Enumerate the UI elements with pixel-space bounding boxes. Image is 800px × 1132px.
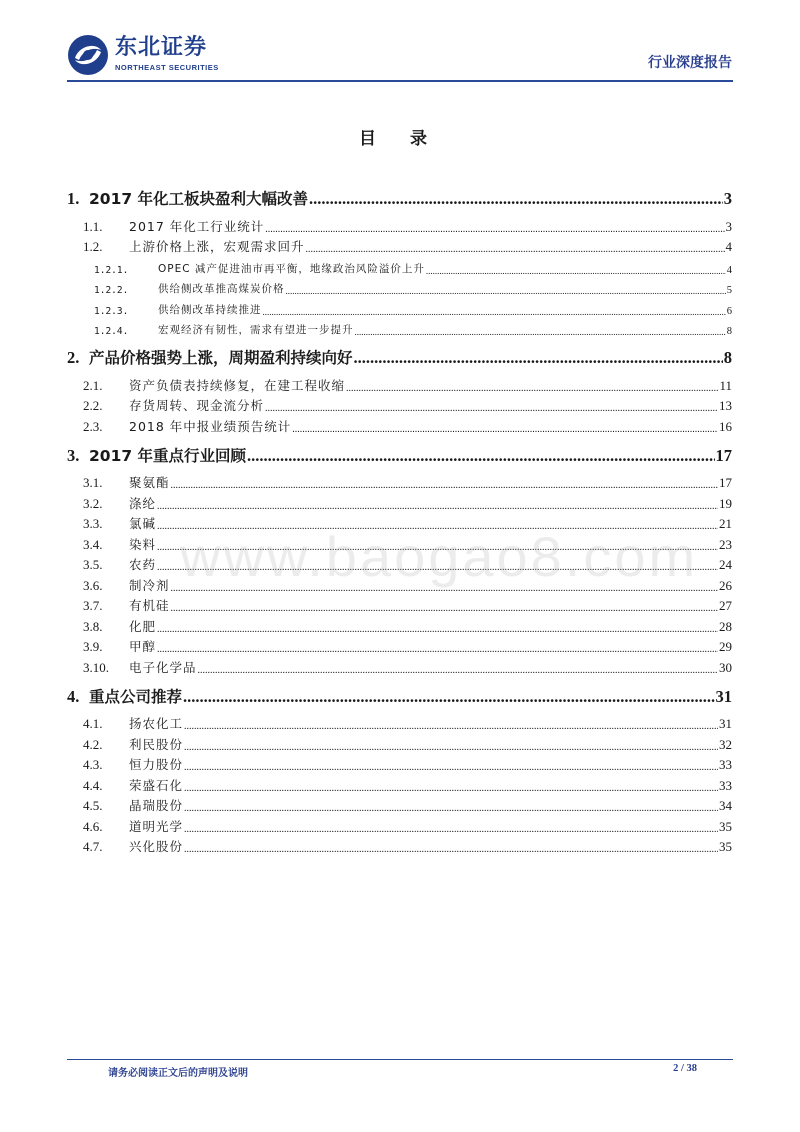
toc-dot-leader xyxy=(265,403,718,414)
toc-entry[interactable] xyxy=(67,471,732,492)
toc-entry[interactable] xyxy=(67,712,732,733)
toc-dot-leader xyxy=(184,783,718,794)
toc-entry[interactable] xyxy=(67,394,732,415)
toc-entry-number: 3. xyxy=(67,445,80,465)
toc-entry-page: 31 xyxy=(715,686,732,706)
toc-entry-title: 宏观经济有韧性，需求有望进一步提升 xyxy=(158,324,354,336)
toc-entry[interactable] xyxy=(67,276,732,297)
toc-entry-page: 29 xyxy=(719,639,732,654)
toc-entry[interactable] xyxy=(67,814,732,835)
toc-entry-title: 2018 年中报业绩预告统计 xyxy=(129,418,292,434)
toc-entry-title: 利民股份 xyxy=(129,736,184,752)
toc-entry-page: 17 xyxy=(715,445,732,465)
toc-entry-page: 26 xyxy=(719,577,732,593)
toc-entry-number: 1.2. xyxy=(83,239,103,254)
toc-dot-leader xyxy=(292,424,718,435)
toc-dot-leader xyxy=(171,480,718,491)
toc-dot-leader xyxy=(263,307,726,317)
toc-dot-leader xyxy=(198,665,718,676)
toc-dot-leader xyxy=(306,244,725,255)
toc-entry-page: 31 xyxy=(719,716,732,731)
toc-entry-title: 存货周转、现金流分析 xyxy=(129,398,265,413)
toc-dot-leader xyxy=(265,224,724,235)
toc-dot-leader xyxy=(184,762,718,773)
toc-dot-leader xyxy=(184,742,718,753)
toc-entry[interactable] xyxy=(67,255,732,276)
toc-dot-leader xyxy=(183,687,714,707)
toc-entry-number: 3.2. xyxy=(83,495,103,511)
toc-entry[interactable] xyxy=(67,794,732,815)
toc-dot-leader xyxy=(184,824,718,835)
toc-entry-number: 3.4. xyxy=(83,536,103,552)
toc-entry-page: 4 xyxy=(726,264,732,276)
toc-entry-title: 农药 xyxy=(129,557,157,572)
toc-entry[interactable] xyxy=(67,684,732,707)
toc-entry-page: 3 xyxy=(725,218,732,234)
toc-dot-leader xyxy=(157,501,718,512)
toc-entry-number: 3.5. xyxy=(83,557,103,572)
toc-entry-page: 33 xyxy=(719,777,732,793)
toc-entry-page: 28 xyxy=(719,618,732,634)
toc-heading: 目 录 xyxy=(359,129,441,149)
toc-entry-number: 4.1. xyxy=(83,716,103,731)
toc-entry-page: 17 xyxy=(719,475,732,490)
toc-entry-page: 8 xyxy=(723,348,732,367)
toc-entry-number: 3.3. xyxy=(83,516,103,531)
toc-entry[interactable] xyxy=(67,373,732,394)
page-header xyxy=(0,0,800,84)
toc-entry-title: 恒力股份 xyxy=(129,757,184,772)
toc-entry[interactable] xyxy=(67,317,732,338)
toc-entry-title: 2017 年化工行业统计 xyxy=(129,218,265,234)
toc-entry[interactable] xyxy=(67,345,732,368)
toc-entry[interactable] xyxy=(67,635,732,656)
toc-entry[interactable] xyxy=(67,186,732,209)
toc-entry-page: 35 xyxy=(719,818,732,834)
toc-entry-number: 3.8. xyxy=(83,618,103,634)
toc-entry-page: 13 xyxy=(719,398,732,413)
toc-dot-leader xyxy=(309,189,723,209)
logo-chinese-name: 东北证券 xyxy=(115,35,208,60)
toc-entry-number: 1.2.2. xyxy=(94,285,129,296)
toc-entry-page: 8 xyxy=(726,326,732,337)
toc-entry-page: 16 xyxy=(719,418,732,434)
toc-entry[interactable] xyxy=(67,235,732,256)
toc-entry-title: 荣盛石化 xyxy=(129,777,184,793)
toc-entry[interactable] xyxy=(67,296,732,317)
toc-entry-number: 2. xyxy=(67,348,80,367)
toc-entry-number: 4.4. xyxy=(83,777,103,793)
toc-entry-title: 供给侧改革持续推进 xyxy=(158,303,262,316)
toc-entry-page: 5 xyxy=(726,285,732,296)
toc-entry-number: 3.7. xyxy=(83,598,103,613)
toc-entry-page: 33 xyxy=(719,757,732,772)
disclaimer-note: 请务必阅读正文后的声明及说明 xyxy=(108,1068,248,1079)
toc-entry-title: 涤纶 xyxy=(129,495,157,511)
toc-entry-number: 4. xyxy=(67,686,80,706)
toc-entry-title: 聚氨酯 xyxy=(129,475,170,490)
toc-dot-leader xyxy=(286,286,726,296)
toc-entry-title: 化肥 xyxy=(129,618,157,634)
toc-entry-page: 19 xyxy=(719,495,732,511)
toc-entry[interactable] xyxy=(67,753,732,774)
toc-entry[interactable] xyxy=(67,835,732,856)
toc-entry[interactable] xyxy=(67,655,732,676)
toc-entry-number: 4.3. xyxy=(83,757,103,772)
toc-dot-leader xyxy=(157,624,718,635)
toc-entry-number: 1.2.1. xyxy=(94,264,129,276)
toc-entry-title: 产品价格强势上涨，周期盈利持续向好 xyxy=(89,349,353,367)
northeast-securities-logo-icon xyxy=(67,34,109,76)
watermark: www.baogao8.com xyxy=(180,525,699,588)
toc-entry-page: 24 xyxy=(719,557,732,572)
toc-entry-number: 3.9. xyxy=(83,639,103,654)
toc-dot-leader xyxy=(184,844,718,855)
toc-entry[interactable] xyxy=(67,773,732,794)
toc-entry-page: 23 xyxy=(719,536,732,552)
toc-entry-number: 4.5. xyxy=(83,798,103,813)
toc-entry[interactable] xyxy=(67,732,732,753)
toc-entry-page: 3 xyxy=(723,189,732,208)
page-number: 2 / 38 xyxy=(673,1063,697,1074)
toc-dot-leader xyxy=(346,383,718,394)
toc-entry-title: 染料 xyxy=(129,536,157,552)
toc-entry[interactable] xyxy=(67,614,732,635)
toc-entry-page: 11 xyxy=(719,377,732,393)
logo-english-name: NORTHEAST SECURITIES xyxy=(115,63,219,72)
toc-dot-leader xyxy=(157,644,718,655)
toc-entry-number: 3.6. xyxy=(83,577,103,593)
toc-dot-leader xyxy=(247,446,714,466)
toc-entry-title: 制冷剂 xyxy=(129,577,170,593)
toc-entry-number: 3.10. xyxy=(83,659,109,675)
toc-entry-number: 1.2.4. xyxy=(94,326,129,337)
toc-entry-page: 6 xyxy=(726,305,732,317)
toc-dot-leader xyxy=(355,327,726,337)
toc-entry-number: 4.2. xyxy=(83,736,103,752)
toc-entry-number: 4.6. xyxy=(83,818,103,834)
toc-entry-title: 上游价格上涨，宏观需求回升 xyxy=(129,239,305,254)
toc-entry-title: 有机硅 xyxy=(129,598,170,613)
toc-entry-title: 甲醇 xyxy=(129,639,157,654)
toc-dot-leader xyxy=(171,603,718,614)
toc-entry[interactable] xyxy=(67,594,732,615)
toc-entry[interactable] xyxy=(67,491,732,512)
toc-entry-title: 兴化股份 xyxy=(129,839,184,854)
table-of-contents xyxy=(67,176,732,855)
toc-entry-number: 1.1. xyxy=(83,218,103,234)
toc-entry-number: 1.2.3. xyxy=(94,305,129,317)
toc-entry-title: 2017 年化工板块盈利大幅改善 xyxy=(89,190,309,208)
toc-entry-number: 2.2. xyxy=(83,398,103,413)
company-logo xyxy=(67,34,227,76)
toc-entry-number: 4.7. xyxy=(83,839,103,854)
toc-dot-leader xyxy=(184,721,718,732)
toc-entry-title: 氯碱 xyxy=(129,516,157,531)
toc-entry-title: 晶瑞股份 xyxy=(129,798,184,813)
toc-entry[interactable] xyxy=(67,214,732,235)
report-type-label: 行业深度报告 xyxy=(648,55,732,71)
toc-entry-number: 2.1. xyxy=(83,377,103,393)
toc-entry-number: 1. xyxy=(67,189,80,208)
header-divider xyxy=(67,80,733,82)
toc-entry-number: 3.1. xyxy=(83,475,103,490)
toc-entry-page: 34 xyxy=(719,798,732,813)
toc-entry-title: OPEC 减产促进油市再平衡，地缘政治风险溢价上升 xyxy=(158,262,425,275)
toc-entry-page: 27 xyxy=(719,598,732,613)
toc-entry-page: 30 xyxy=(719,659,732,675)
toc-dot-leader xyxy=(426,266,726,276)
toc-dot-leader xyxy=(184,803,718,814)
toc-entry-title: 供给侧改革推高煤炭价格 xyxy=(158,283,285,295)
toc-entry-page: 32 xyxy=(719,736,732,752)
toc-entry-page: 4 xyxy=(725,239,732,254)
toc-entry-page: 21 xyxy=(719,516,732,531)
toc-entry-title: 电子化学品 xyxy=(129,659,197,675)
toc-dot-leader xyxy=(354,348,723,368)
toc-entry-title: 扬农化工 xyxy=(129,716,184,731)
toc-entry-title: 重点公司推荐 xyxy=(89,687,183,706)
toc-entry-title: 资产负债表持续修复，在建工程收缩 xyxy=(129,377,346,393)
toc-entry-title: 2017 年重点行业回顾 xyxy=(89,446,247,465)
footer-divider xyxy=(67,1059,733,1060)
toc-entry-number: 2.3. xyxy=(83,418,103,434)
toc-entry-title: 道明光学 xyxy=(129,818,184,834)
toc-entry[interactable] xyxy=(67,414,732,435)
toc-entry[interactable] xyxy=(67,443,732,466)
toc-entry-page: 35 xyxy=(719,839,732,854)
